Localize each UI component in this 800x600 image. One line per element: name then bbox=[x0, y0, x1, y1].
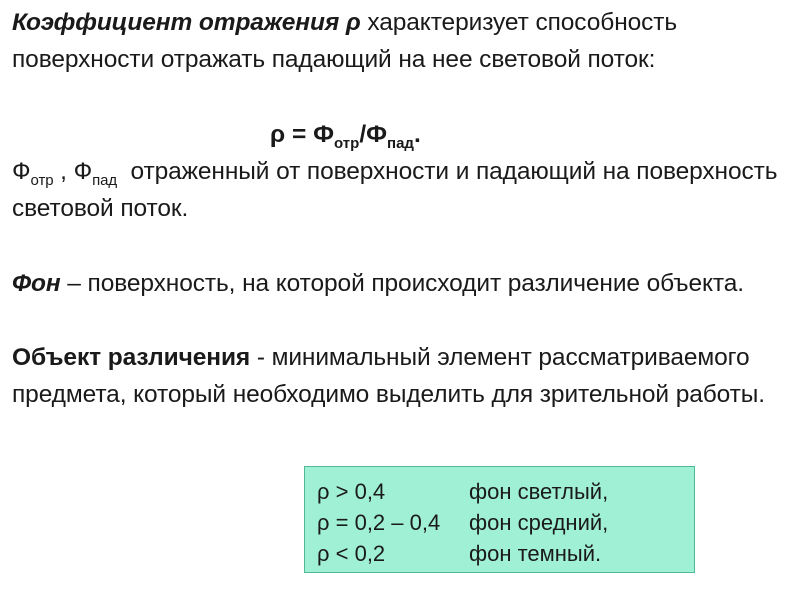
legend-label: фон средний, bbox=[469, 510, 609, 535]
legend-condition: ρ < 0,2 bbox=[317, 541, 386, 566]
legend-label: фон светлый, bbox=[469, 479, 609, 504]
background-definition bbox=[12, 265, 792, 302]
formula-sub-reflected: отр bbox=[334, 135, 360, 152]
object-definition bbox=[12, 339, 792, 413]
fluxes-explanation-text: отраженный от поверхности и падающий на поверхность световой поток. bbox=[12, 158, 785, 222]
legend-row bbox=[317, 538, 694, 569]
background-term: Фон bbox=[12, 270, 61, 297]
legend-label: фон темный. bbox=[469, 541, 602, 566]
reflection-definition bbox=[12, 4, 792, 78]
legend-condition: ρ = 0,2 – 0,4 bbox=[317, 510, 441, 535]
formula-sub-incident: пад bbox=[387, 135, 414, 152]
background-definition-text: – поверхность, на которой происходит различение объекта. bbox=[60, 270, 744, 297]
reflection-definition-text: характеризует способность поверхности отражать падающий на нее световой поток: bbox=[12, 9, 678, 73]
flux-reflected-symbol: Ф bbox=[12, 158, 31, 185]
object-definition-text: - минимальный элемент рассматриваемого предмета, который необходимо выделить для зрительной работы. bbox=[12, 344, 766, 408]
flux-incident-sub: пад bbox=[92, 172, 118, 189]
formula-end: . bbox=[413, 121, 421, 148]
reflection-formula bbox=[270, 116, 421, 153]
formula-slash: /Ф bbox=[359, 121, 388, 148]
legend-condition: ρ > 0,4 bbox=[317, 479, 386, 504]
fluxes-explanation bbox=[12, 153, 792, 227]
flux-separator: , Ф bbox=[53, 158, 93, 185]
legend-row bbox=[317, 507, 694, 538]
reflection-term: Коэффициент отражения ρ bbox=[12, 9, 361, 36]
formula-lhs: ρ = Ф bbox=[270, 121, 334, 148]
object-term: Объект различения bbox=[12, 344, 251, 371]
reflection-legend-box bbox=[304, 466, 695, 573]
legend-row bbox=[317, 476, 694, 507]
flux-reflected-sub: отр bbox=[30, 172, 54, 189]
